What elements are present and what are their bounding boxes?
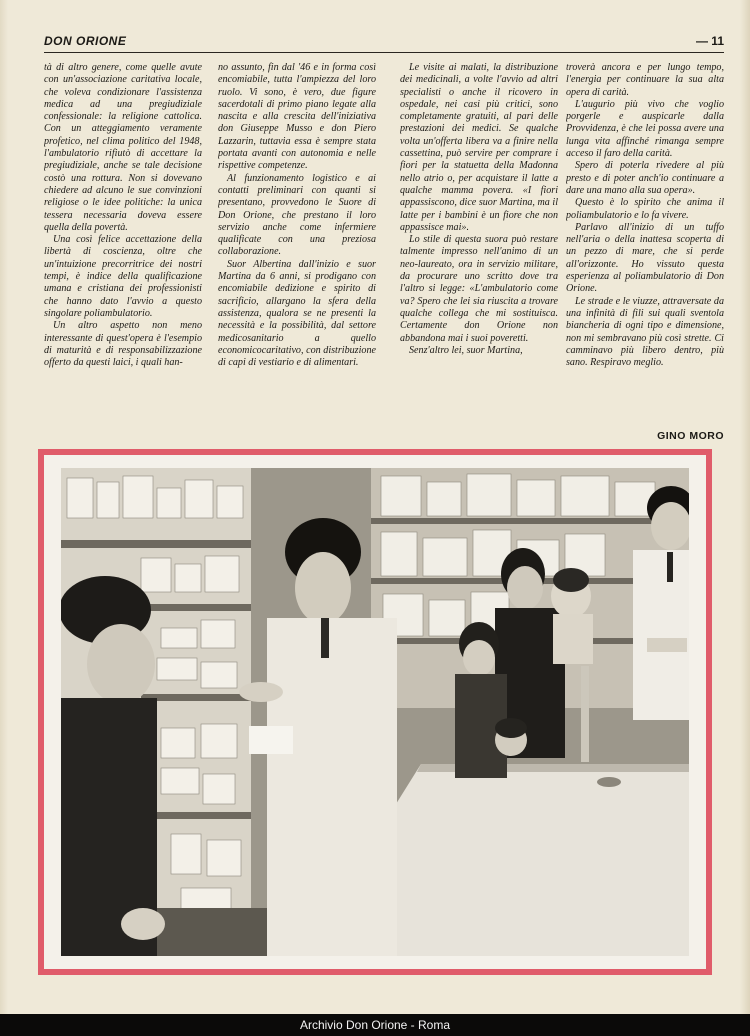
article-body bbox=[44, 62, 724, 440]
magazine-title: DON ORIONE bbox=[44, 34, 127, 48]
paragraph: Parlavo all'inizio di un tuffo nell'aria o della inattesa scoperta di un pezzo di mare, che si perde all'orizzonte. Ho vissuto questa esperienza al poliambulatorio di Don Orione. bbox=[566, 221, 724, 295]
author-signature: GINO MORO bbox=[657, 429, 724, 442]
paragraph: Spero di poterla rivedere al più presto e di poter anch'io continuare a dare una mano alla sua opera». bbox=[566, 160, 724, 196]
paragraph: Suor Albertina dall'inizio e suor Martina da 6 anni, si prodigano con encomiabile dedizione e spirito di sacrificio, allargano la sfera della assistenza, qualora se ne presenti la necessità e la possibilità, dal settore medicosanitario a quello economicocaritativo, con distribuzione di capi di vestiario e di alimentari. bbox=[218, 258, 376, 369]
pharmacy-photo bbox=[61, 468, 689, 956]
paragraph: Le visite ai malati, la distribuzione dei medicinali, a volte l'avvio ad altri specialisti o anche il ricovero in ospedale, nei casi più critici, sono completamente gratuiti, al pari delle prestazioni dei medici. Se qualche volta un'offerta libera va a finire nella cassettina, può servire per comprare i fiori per la statuetta della Madonna nello atrio o, per acquistare il latte a qualche mamma povera. «I fiori appassiscono, dice suor Martina, ma il latte per i bambini è un fiore che non appassisce mai». bbox=[400, 62, 558, 233]
article-column-2 bbox=[218, 62, 376, 442]
paragraph: tà di altro genere, come quelle avute con un'associazione caritativa locale, che voleva condizionare l'assistenza medica ad una pregiudiziale confessionale: la religione cattolica. Con un atteggiamento veramente profetico, nel clima politico del 1948, l'ambulatorio rifiutò di accettare la pregiudiziale, anche se tale decisione costò una rottura. Non si dovevano chiedere ad alcuno le sue convinzioni religiose o le idee politiche: la unica tessera necessaria doveva essere quella della povertà. bbox=[44, 62, 202, 233]
photo-border bbox=[44, 455, 706, 969]
paragraph: Un altro aspetto non meno interessante di quest'opera è l'esempio di maturità e di responsabilizzazione offerto da questi laici, i quali han- bbox=[44, 320, 202, 369]
paragraph: Senz'altro lei, suor Martina, bbox=[409, 344, 523, 356]
paragraph: Al funzionamento logistico e ai contatti preliminari con quanti si presentano, provvedono le Suore di Don Orione, che prestano il loro servizio anche come infermiere qualificate con una preziosa collaborazione. bbox=[218, 172, 376, 258]
page-number: — 11 bbox=[695, 34, 724, 48]
page-header bbox=[44, 34, 724, 53]
paragraph: Una così felice accettazione della libertà di coscienza, oltre che un'intuizione precorritrice dei nostri tempi, è indice della qualificazione umana e cristiana dei professionisti che hanno dato l'avvio a questo singolare poliambulatorio. bbox=[44, 234, 202, 319]
archive-footer: Archivio Don Orione - Roma bbox=[299, 1018, 451, 1032]
paragraph: no assunto, fin dal '46 e in forma così encomiabile, tutta l'ampiezza del loro ruolo. Vi sono, è vero, due figure sacerdotali di primo piano legate alla nascita e alla crescita dell'iniziativa don Giuseppe Musso e don Piero Lazzarin, tuttavia essa è sempre stata portata avanti con autonomia e nelle rispettive competenze. bbox=[218, 62, 376, 172]
article-column-1 bbox=[44, 62, 202, 442]
paragraph: Questo è lo spirito che anima il poliambulatorio e lo fa vivere. bbox=[566, 197, 724, 221]
paragraph: Le strade e le viuzze, attraversate da una infinità di fili sui quali sventola biancheria di ogni tipo e dimensione, non mi sembravano più così strette. Ci camminavo più libero dentro, più sano. Respiravo meglio. bbox=[566, 295, 724, 369]
paragraph: L'augurio più vivo che voglio porgerle e auspicarle dalla Provvidenza, è che lei possa avere una lunga vita affinché rimanga sempre acceso il faro della carità. bbox=[566, 98, 724, 160]
paragraph: troverà ancora e per lungo tempo, l'energia per continuare la sua alta opera di carità. bbox=[566, 62, 724, 98]
article-column-4 bbox=[566, 62, 724, 442]
pharmacy-scene-illustration bbox=[61, 468, 689, 956]
photo-frame bbox=[38, 449, 712, 975]
article-column-3 bbox=[400, 62, 558, 442]
paragraph: Lo stile di questa suora può restare talmente impresso nell'animo di un neo-laureato, ora in servizio militare, da procurare uno scritto dove tra l'altro si legge: «L'ambulatorio come va? Spero che lei sia riuscita a trovare qualche collega che mi sostituisca. Certamente don Orione non abbandona mai i suoi poveretti. bbox=[400, 234, 558, 344]
